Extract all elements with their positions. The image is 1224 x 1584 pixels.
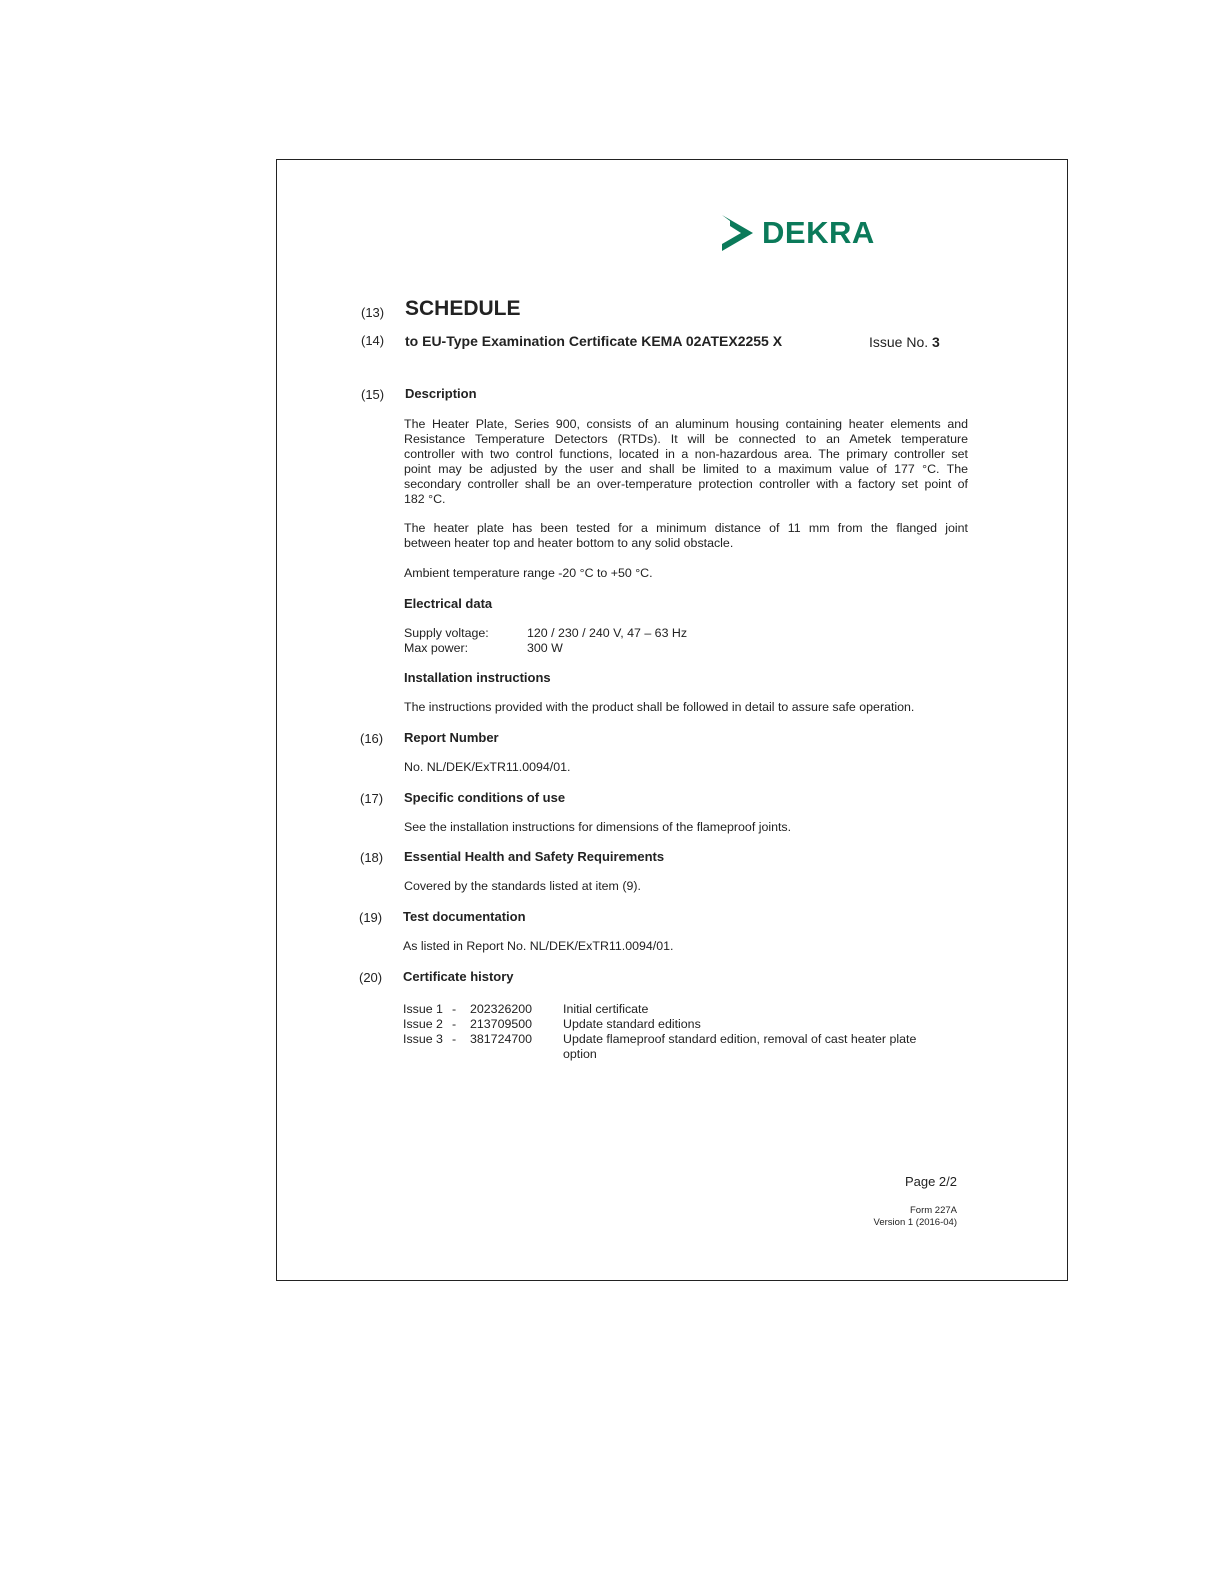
item-number-15: (15): [361, 387, 385, 402]
issue-number: [869, 334, 940, 350]
max-power-label: Max power:: [404, 641, 469, 655]
item-number-20: (20): [359, 970, 383, 985]
item-number-18: (18): [360, 850, 384, 865]
history-issue: Issue 2: [403, 1017, 443, 1031]
electrical-data-heading: Electrical data: [404, 596, 493, 611]
dekra-logo-icon: [720, 213, 758, 253]
issue-label: Issue No.: [869, 334, 929, 350]
issue-value: 3: [932, 334, 940, 350]
history-description: Update standard editions: [563, 1017, 701, 1031]
ehsr-text: Covered by the standards listed at item (9).: [404, 879, 641, 893]
ehsr-heading: Essential Health and Safety Requirements: [404, 849, 665, 864]
supply-voltage-label: Supply voltage:: [404, 626, 489, 640]
description-paragraph-1: [404, 417, 968, 507]
installation-heading: Installation instructions: [404, 670, 551, 685]
history-issue: Issue 1: [403, 1002, 443, 1016]
history-dash: -: [452, 1002, 457, 1016]
specific-conditions-heading: Specific conditions of use: [404, 790, 566, 805]
para-line: The heater plate has been tested for a minimum distance of 11 mm from the flanged joint: [404, 521, 968, 535]
history-number: 202326200: [470, 1002, 533, 1016]
para-line: point may be adjusted by the user and shall be limited to a maximum value of 177 °C. The: [404, 462, 968, 476]
page-number: Page 2/2: [904, 1174, 957, 1189]
item-number-16: (16): [360, 731, 384, 746]
para-line: between heater top and heater bottom to any solid obstacle.: [404, 536, 734, 550]
form-version: Version 1 (2016-04): [873, 1217, 957, 1228]
test-documentation-text: As listed in Report No. NL/DEK/ExTR11.0094/01.: [403, 939, 674, 953]
history-number: 381724700: [470, 1032, 533, 1046]
item-number-17: (17): [360, 791, 384, 806]
installation-text: The instructions provided with the product shall be followed in detail to assure safe operation.: [404, 700, 915, 714]
history-dash: -: [452, 1032, 457, 1046]
test-documentation-heading: Test documentation: [403, 909, 526, 924]
supply-voltage-value: 120 / 230 / 240 V, 47 – 63 Hz: [527, 626, 688, 640]
certificate-subtitle: to EU-Type Examination Certificate KEMA 02ATEX2255 X: [405, 333, 783, 349]
form-number: Form 227A: [910, 1205, 957, 1216]
brand-name: DEKRA: [762, 215, 875, 250]
certificate-history-heading: Certificate history: [403, 969, 514, 984]
para-line: secondary controller shall be an over-temperature protection controller with a factory set point of: [404, 477, 968, 491]
page-title: SCHEDULE: [405, 297, 521, 320]
para-line: controller with two control functions, located in a non-hazardous area. The primary controller set: [404, 447, 968, 461]
description-paragraph-2: [404, 521, 968, 551]
item-number-13: (13): [361, 305, 385, 320]
report-number-text: No. NL/DEK/ExTR11.0094/01.: [404, 760, 571, 774]
history-description: Update flameproof standard edition, removal of cast heater plate: [563, 1032, 917, 1046]
page-frame: [276, 159, 1068, 1281]
item-number-19: (19): [359, 910, 383, 925]
max-power-value: 300 W: [527, 641, 563, 655]
report-number-heading: Report Number: [404, 730, 499, 745]
history-description-continued: option: [563, 1047, 597, 1061]
history-number: 213709500: [470, 1017, 533, 1031]
history-issue: Issue 3: [403, 1032, 443, 1046]
ambient-temperature: Ambient temperature range -20 °C to +50 °C.: [404, 566, 653, 580]
history-description: Initial certificate: [563, 1002, 649, 1016]
para-line: Resistance Temperature Detectors (RTDs). It will be connected to an Ametek temperature: [404, 432, 968, 446]
specific-conditions-text: See the installation instructions for dimensions of the flameproof joints.: [404, 820, 792, 834]
para-line: 182 °C.: [404, 492, 446, 506]
item-number-14: (14): [361, 333, 385, 348]
history-dash: -: [452, 1017, 457, 1031]
para-line: The Heater Plate, Series 900, consists of an aluminum housing containing heater elements and: [404, 417, 968, 431]
description-heading: Description: [405, 386, 477, 401]
